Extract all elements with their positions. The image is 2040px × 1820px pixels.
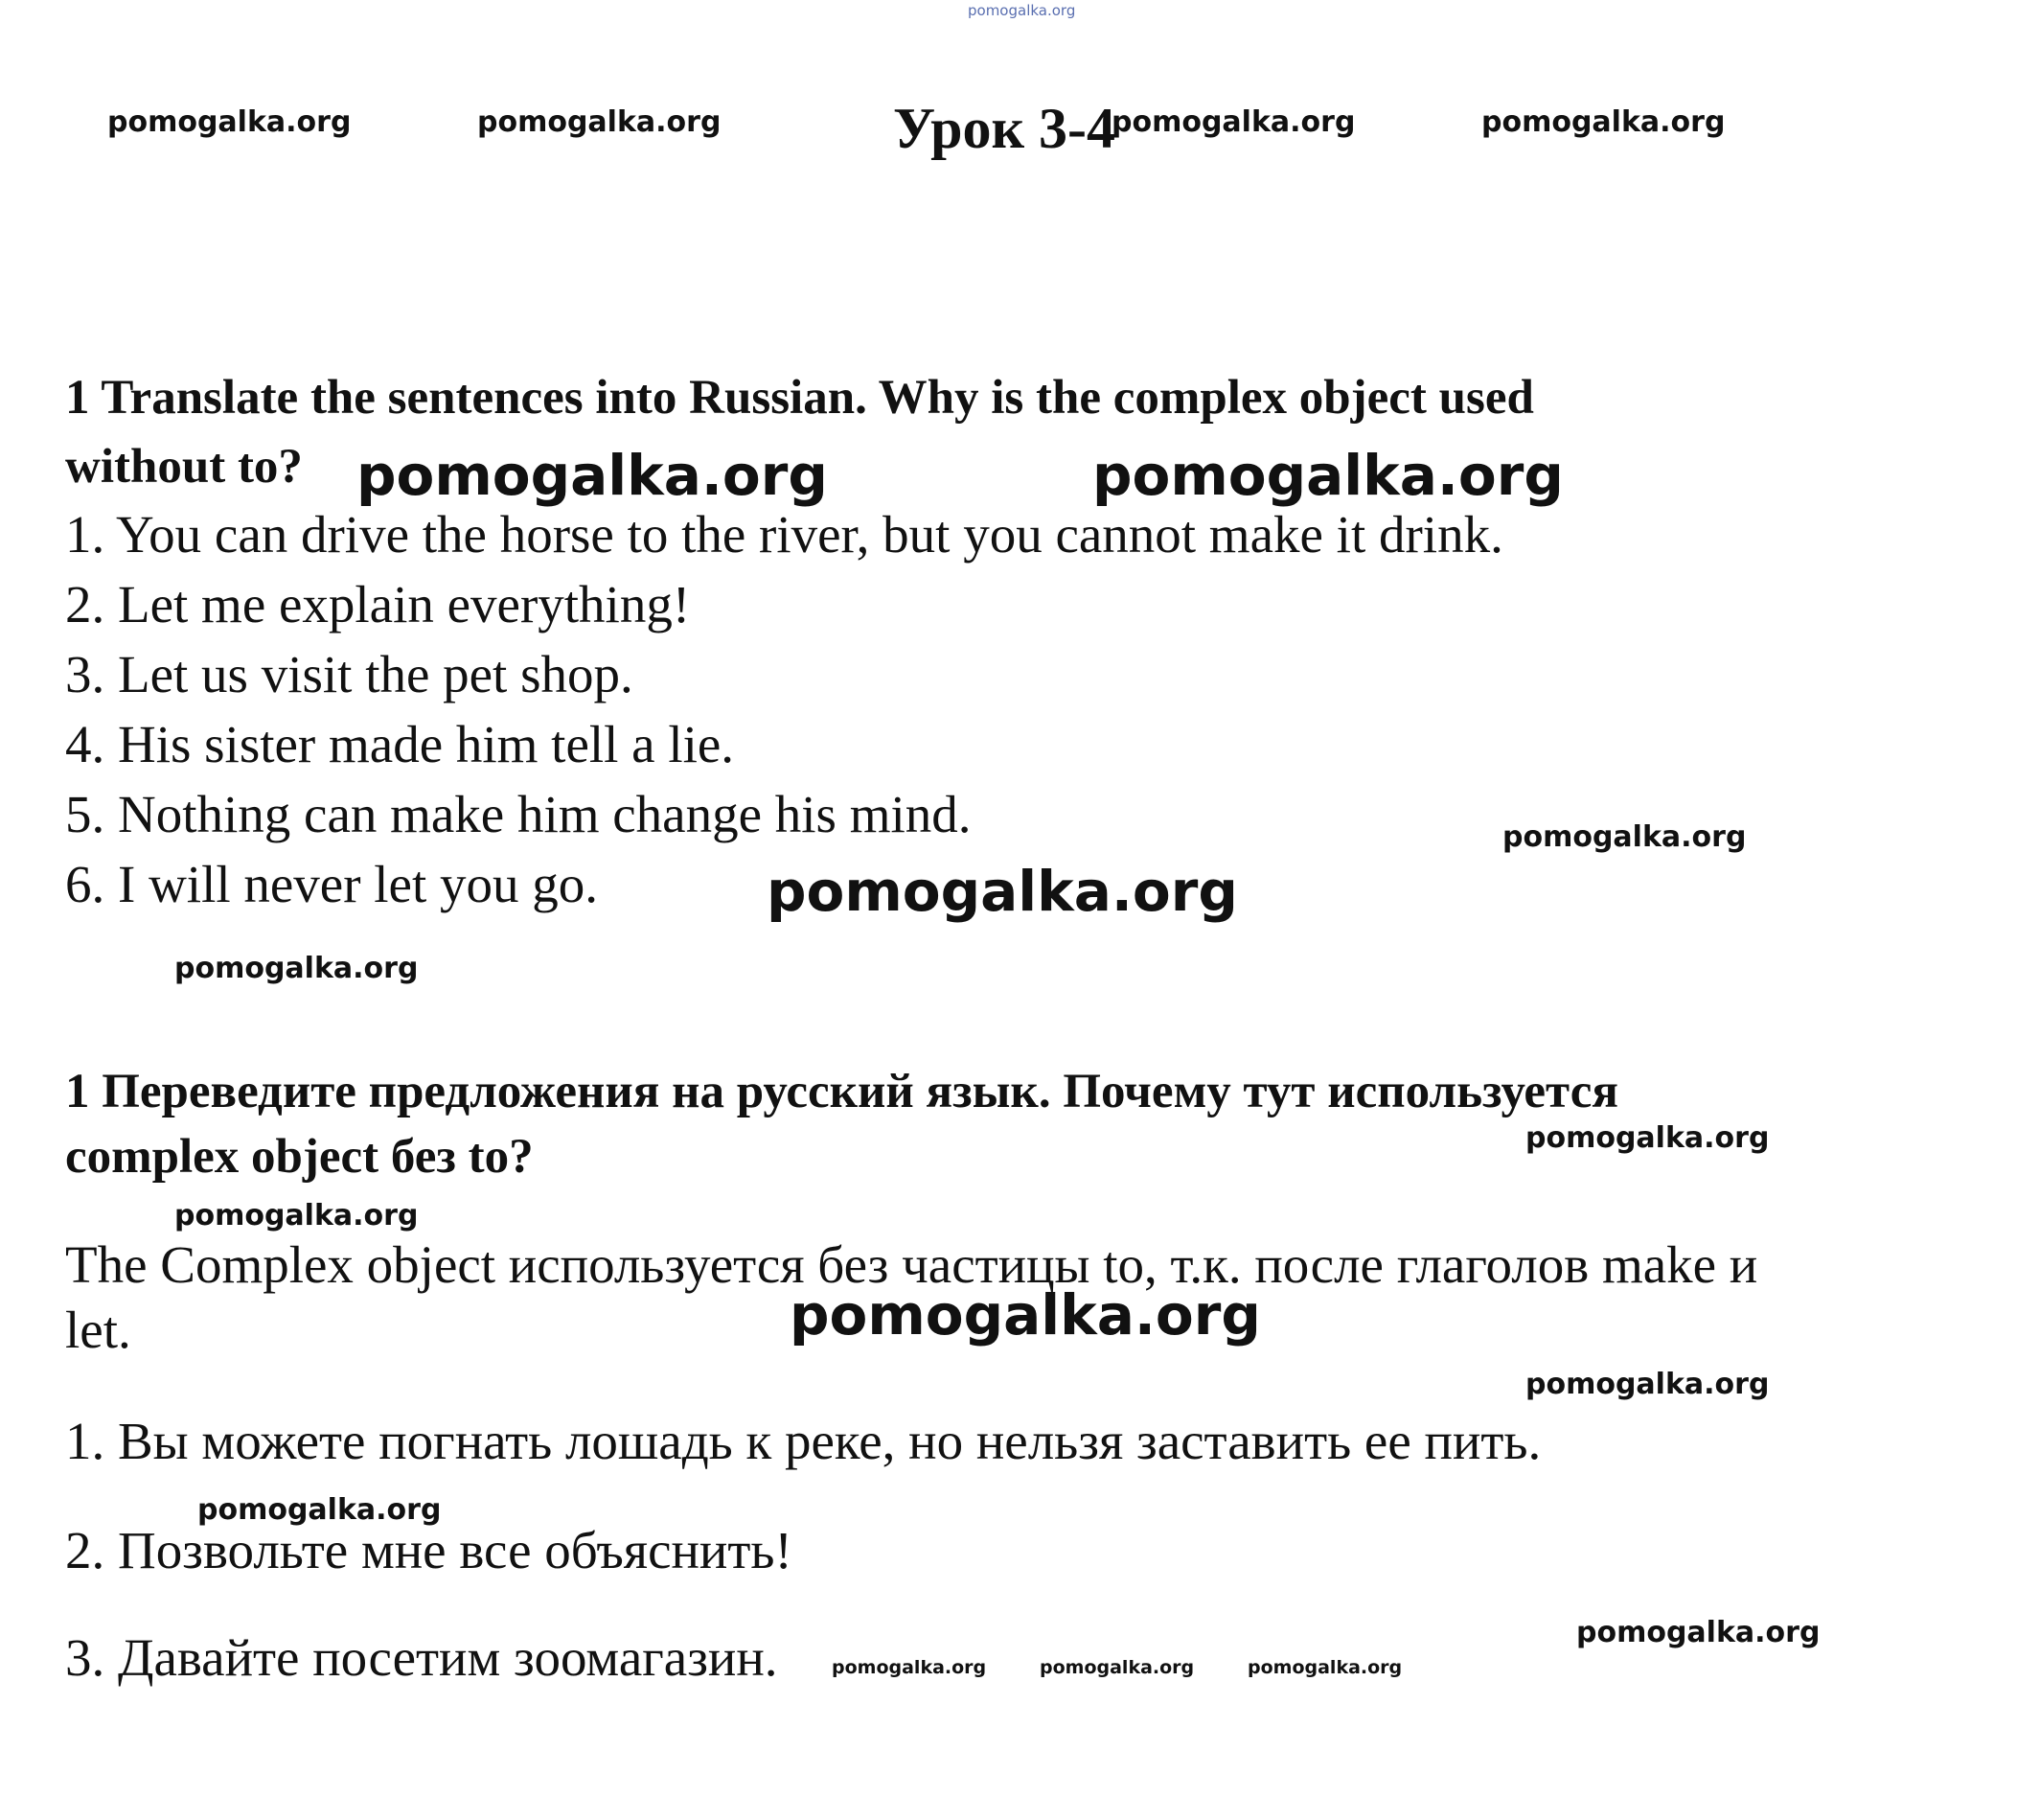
section-ru-heading-line2: complex object без to? [65,1130,534,1184]
watermark: pomogalka.org [767,859,1238,924]
page-title: Урок 3-4 [893,97,1116,160]
section-ru-heading-line1: 1 Переведите предложения на русский язык. Почему тут используется [65,1065,1618,1118]
explanation-line1: The Complex object используется без частицы to, т.к. после глаголов make и [65,1235,1758,1294]
sentence-en-5: 5. Nothing can make him change his mind. [65,785,972,843]
watermark: pomogalka.org [1040,1657,1195,1678]
watermark: pomogalka.org [1248,1657,1403,1678]
watermark-top: pomogalka.org [968,2,1076,19]
translation-ru-2: 2. Позвольте мне все объяснить! [65,1521,792,1579]
watermark: pomogalka.org [1092,443,1564,508]
watermark: pomogalka.org [107,105,352,139]
watermark: pomogalka.org [1576,1616,1821,1649]
sentence-en-2: 2. Let me explain everything! [65,575,691,634]
section-en-heading-line1: 1 Translate the sentences into Russian. Why is the complex object used [65,371,1534,425]
sentence-en-3: 3. Let us visit the pet shop. [65,645,633,703]
translation-ru-3: 3. Давайте посетим зоомагазин. [65,1628,778,1687]
watermark: pomogalka.org [1525,1368,1770,1401]
watermark: pomogalka.org [1525,1121,1770,1155]
translation-ru-1: 1. Вы можете погнать лошадь к реке, но нельзя заставить ее пить. [65,1412,1542,1470]
watermark: pomogalka.org [1481,105,1726,139]
section-en-heading-line2: without to? [65,440,303,494]
sentence-en-4: 4. His sister made him tell a lie. [65,715,735,773]
watermark: pomogalka.org [356,443,828,508]
sentence-en-6: 6. I will never let you go. [65,855,598,913]
watermark: pomogalka.org [477,105,722,139]
watermark: pomogalka.org [197,1493,442,1527]
watermark: pomogalka.org [832,1657,987,1678]
explanation-line2: let. [65,1301,131,1359]
watermark: pomogalka.org [790,1282,1261,1348]
watermark: pomogalka.org [174,952,419,985]
sentence-en-1: 1. You can drive the horse to the river, but you cannot make it drink. [65,505,1503,564]
watermark: pomogalka.org [174,1199,419,1233]
watermark: pomogalka.org [1502,820,1747,854]
watermark: pomogalka.org [1112,105,1356,139]
